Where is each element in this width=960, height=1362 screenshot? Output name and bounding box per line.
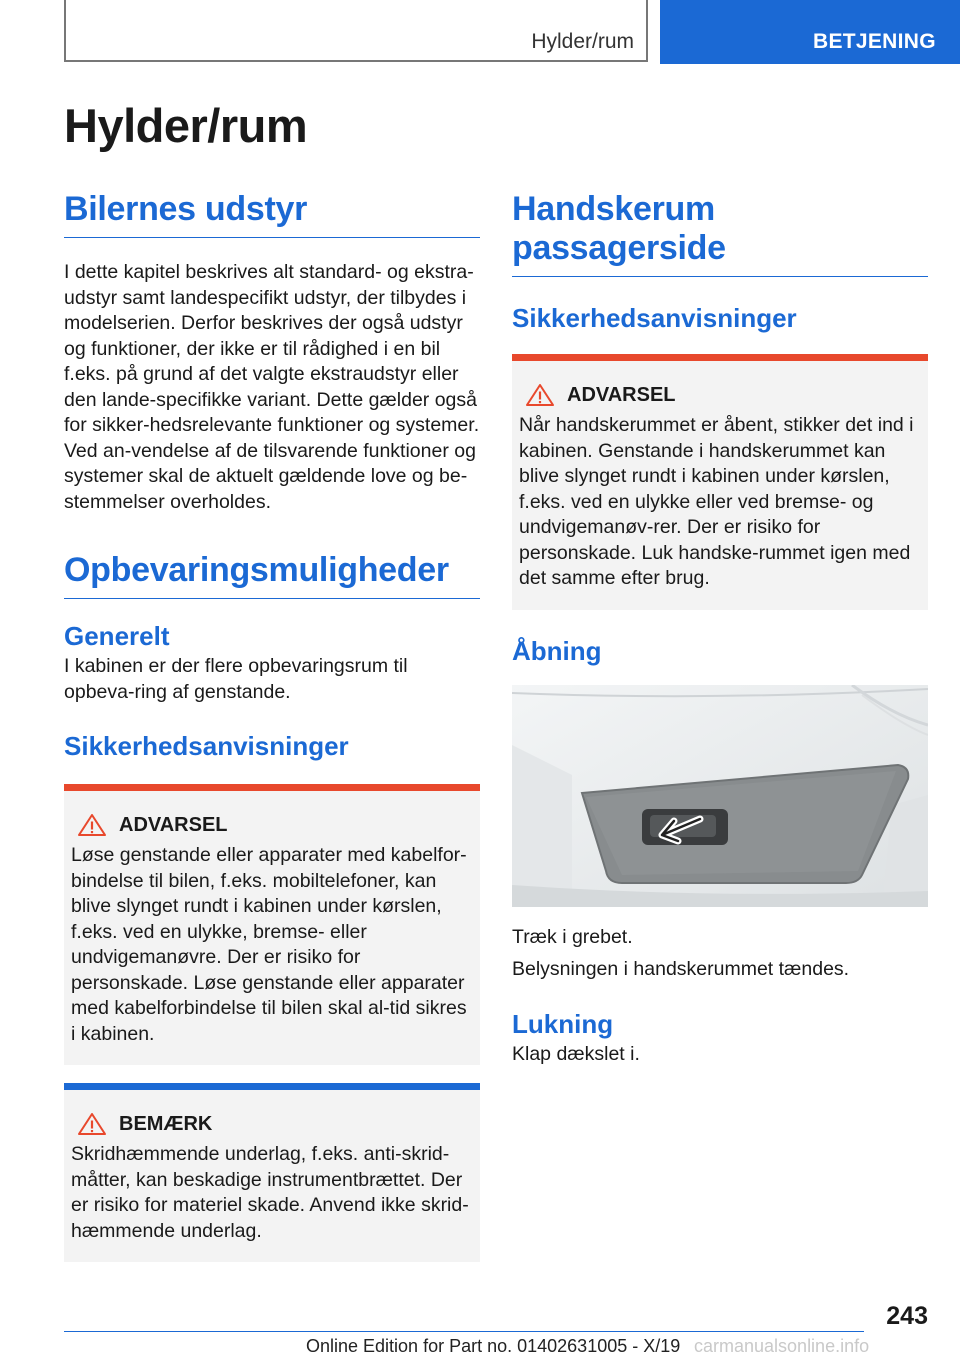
warning-text: Løse genstande eller apparater med kabelfor-bindelse til bilen, f.eks. mobiltelefoner, kan blive slynget rundt i kabinen under kørslen, f.eks. ved en ulykke, bremse- eller undvigemanøvre. Der er risiko for personskade. Løse genstande eller apparater med kabelforbindelse til bilen skal al-tid sikres i kabinen. xyxy=(71,844,467,1045)
warning-label: ADVARSEL xyxy=(119,813,228,836)
paragraph-belysning: Belysningen i handskerummet tændes. xyxy=(512,958,850,980)
warning-header xyxy=(71,813,472,837)
notice-text: Skridhæmmende underlag, f.eks. anti-skrid-måtter, kan beskadige instrumentbrættet. Der er risiko for materiel skade. Anvend ikke skrid-hæmmende underlag. xyxy=(71,1143,469,1242)
warning-text: Når handskerummet er åbent, stikker det ind i kabinen. Genstande i handskerummet kan blive slynget rundt i kabinen under kørslen, f.eks. ved en ulykke eller ved bremse- og undvigemanøv-rer. Der er risiko for personskade. Luk handske-rummet igen med det samme efter brug. xyxy=(519,414,914,589)
page-title: Hylder/rum xyxy=(64,99,308,152)
warning-header xyxy=(519,383,920,407)
heading-sikkerhedsanvisninger-left: Sikkerhedsanvisninger xyxy=(64,731,349,761)
warning-triangle-icon xyxy=(71,1112,109,1136)
heading-bilernes-udstyr: Bilernes udstyr xyxy=(64,190,480,238)
paragraph-udstyr: I dette kapitel beskrives alt standard- og ekstra-udstyr samt landespecifikt udstyr, der tilbydes i modelserien. Derfor beskrives der også udstyr og funktioner, der ikke er til rådighed i en bil f.eks. på grund af det valgte ekstraudstyr eller den lande-specifikke variant. Dette gælder også for sikker-hedsrelevante funktioner og systemer. Ved an-vendelse af de tilsvarende funktioner og systemer skal de aktuelt gældende love og be-stemmelser overholdes. xyxy=(64,261,480,513)
paragraph-lukning: Klap dækslet i. xyxy=(512,1042,640,1065)
header-section-label: Hylder/rum xyxy=(531,30,634,53)
notice-label: BEMÆRK xyxy=(119,1112,213,1135)
warning-box-glovebox xyxy=(512,354,928,610)
page-number: 243 xyxy=(886,1302,928,1330)
footer-divider xyxy=(64,1331,864,1332)
heading-handskerum: Handskerum passagerside xyxy=(512,190,928,277)
warning-box-loose-objects xyxy=(64,784,480,1065)
warning-label: ADVARSEL xyxy=(567,383,676,406)
heading-generelt: Generelt xyxy=(64,621,170,651)
heading-opbevaringsmuligheder: Opbevaringsmuligheder xyxy=(64,551,480,599)
paragraph-traek: Træk i grebet. xyxy=(512,925,633,948)
paragraph-generelt: I kabinen er der flere opbevaringsrum til opbeva-ring af genstande. xyxy=(64,655,408,703)
left-column xyxy=(64,190,480,1262)
right-column xyxy=(512,190,928,1067)
warning-triangle-icon xyxy=(519,383,557,407)
heading-lukning: Lukning xyxy=(512,1008,614,1039)
notice-header xyxy=(71,1112,472,1136)
footer-edition: Online Edition for Part no. 01402631005 - X/19 xyxy=(306,1336,681,1356)
warning-triangle-icon xyxy=(71,813,109,837)
footer-watermark: carmanualsonline.info xyxy=(694,1336,870,1356)
glovebox-illustration xyxy=(512,685,928,907)
heading-aabning: Åbning xyxy=(512,635,602,666)
header-box xyxy=(64,0,648,62)
notice-box-anti-slip xyxy=(64,1083,480,1262)
glovebox-handle-photo xyxy=(512,685,928,907)
heading-sikkerhedsanvisninger-right: Sikkerhedsanvisninger xyxy=(512,303,797,333)
header-chapter-tab: BETJENING xyxy=(660,0,960,64)
